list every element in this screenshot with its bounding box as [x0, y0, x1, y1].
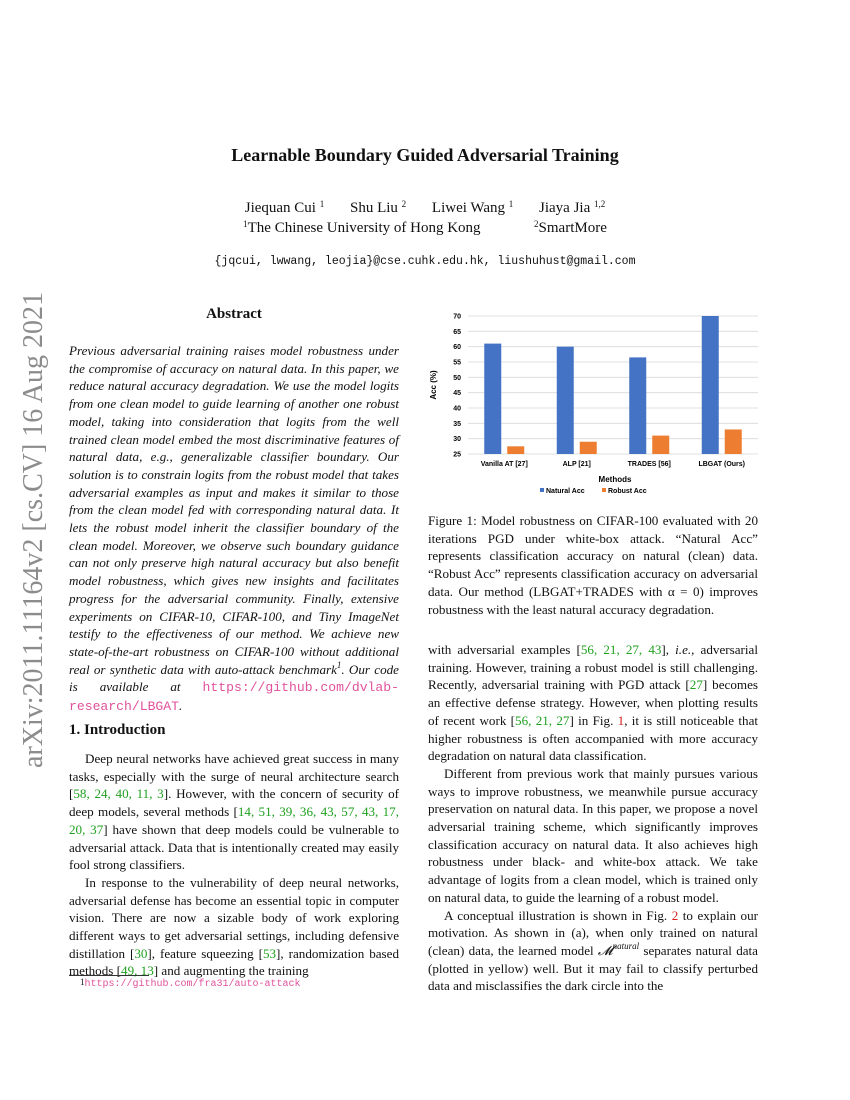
footnote-marker[interactable]: 1 [336, 659, 342, 670]
y-tick-label: 70 [453, 313, 461, 321]
legend-swatch [540, 488, 544, 492]
bar-natural-acc [557, 347, 574, 454]
author: Jiaya Jia $^{1,2}$ [539, 199, 606, 216]
paragraph: A conceptual illustration is shown in Fig. 2 to explain our motivation. As shown in (a), when only trained on natural (clean) data, the learned model 𝓜$^{natural}$ separates natural data (plotted in yellow) well. But it may fail to classify perturbed data and misclassifies the dark circle into the [428, 907, 758, 994]
affiliation: $^1$The Chinese University of Hong Kong [243, 219, 481, 236]
bar-natural-acc [702, 316, 719, 454]
y-tick-label: 60 [453, 344, 461, 352]
affiliations [0, 220, 850, 237]
x-tick-label: TRADES [56] [627, 461, 671, 468]
y-tick-label: 50 [453, 374, 461, 382]
footnote-rule [69, 975, 149, 976]
x-tick-label: Vanilla AT [27] [480, 461, 528, 468]
bar-robust-acc [652, 436, 669, 454]
legend-label: Natural Acc [546, 488, 585, 495]
y-tick-label: 55 [453, 359, 461, 367]
author: Shu Liu $^2$ [349, 199, 407, 216]
citation-link[interactable]: 30 [134, 945, 148, 961]
x-axis-label: Methods [598, 475, 632, 484]
bar-robust-acc [507, 446, 524, 454]
robustness-bar-chart [428, 308, 758, 504]
y-tick-label: 25 [453, 451, 461, 459]
author: Jiequan Cui $^1$ [244, 199, 325, 216]
citation-link[interactable]: 56, 21, 27 [515, 712, 570, 728]
figure-ref-link[interactable]: 2 [671, 907, 679, 923]
citation-link[interactable]: 27 [689, 677, 703, 693]
code-link[interactable]: https://github.com/dvlab-research/LBGAT [69, 680, 399, 715]
author-emails: {jqcui, lwwang, leojia}@cse.cuhk.edu.hk, liushuhust@gmail.com [214, 255, 636, 268]
x-tick-label: ALP [21] [562, 461, 591, 468]
y-tick-label: 45 [453, 390, 461, 398]
citation-link[interactable]: 58, 24, 40, 11, 3 [73, 786, 164, 802]
legend-swatch [602, 488, 606, 492]
abstract-body: Previous adversarial training raises model robustness under the compromise of accuracy on natural data. In this paper, we reduce natural accuracy degradation. We use the model logits from one clean model to guide learning of another one robust model, taking into consideration that logits from the well trained clean model embed the most discriminative features of natural data, e.g., generalizable classifier boundary. Our solution is to constrain logits from the robust model that takes adversarial examples as input and makes it similar to those from the clean model fed with corresponding natural data. It lets the robust model inherit the classifier boundary of the clean model. Moreover, we observe such boundary guidance can not only preserve high natural accuracy but also benefit model robustness, which gives new insights and facilitates progress for the adversarial community. Finally, extensive experiments on CIFAR-10, CIFAR-100, and Tiny ImageNet testify to the effectiveness of our method. We achieve new state-of-the-art robustness on CIFAR-100 without additional real or synthetic data with auto-attack benchmark$^1$. Our code is available at https://github.com/dvlab-research/LBGAT. [69, 343, 399, 715]
author-list [0, 200, 850, 217]
bar-robust-acc [725, 429, 742, 454]
bar-natural-acc [629, 357, 646, 454]
introduction-heading: 1. Introduction [69, 722, 166, 738]
footnote: $^1$https://github.com/fra31/auto-attack [80, 977, 301, 990]
paper-title: Learnable Boundary Guided Adversarial Training [231, 145, 619, 165]
paragraph: Different from previous work that mainly pursues various ways to improve robustness, we meanwhile pursue accuracy preservation on natural data. In this paper, we propose a novel adversarial training scheme, which significantly improves classification accuracy on natural data. It also achieves high robustness under black- and white-box attack. We take advantage of logits from a clean model, which is trained only on natural data, to guide the learning of a robust model. [428, 765, 758, 905]
author: Liwei Wang $^1$ [431, 199, 514, 216]
citation-link[interactable]: 56, 21, 27, 43 [580, 642, 662, 657]
x-tick-label: LBGAT (Ours) [698, 461, 746, 468]
y-tick-label: 35 [453, 420, 461, 428]
y-tick-label: 40 [453, 405, 461, 413]
citation-link[interactable]: 53 [262, 945, 277, 961]
bar-robust-acc [580, 442, 597, 454]
affiliation: $^2$SmartMore [534, 219, 607, 236]
abstract-heading: Abstract [206, 306, 262, 322]
figure-ref-link[interactable]: 1 [617, 712, 625, 728]
introduction-body [69, 750, 399, 980]
citation-link[interactable]: 14, 51, 39, 36, 43, 57, 43, 17, 20, 37 [69, 804, 399, 837]
paragraph: In response to the vulnerability of deep neural networks, adversarial defense has become an essential topic in computer vision. There are now a sizable body of work exploring different ways to get adversarial settings, including defensive distillation [30], feature squeezing [53], randomization based methods [49, 13] and augmenting the training [69, 874, 400, 979]
paragraph: with adversarial examples [56, 21, 27, 43], i.e., adversarial training. However, training a robust model is still challenging. Recently, adversarial training with PGD attack [27] becomes an effective defense strategy. However, when plotting results of recent work [56, 21, 27] in Fig. 1, it is still noticeable that higher robustness is often accompanied with more accuracy degradation on natural data classification. [428, 642, 759, 764]
y-tick-label: 65 [453, 328, 461, 336]
bar-natural-acc [484, 344, 501, 454]
legend-label: Robust Acc [608, 488, 647, 495]
figure-caption: Figure 1: Model robustness on CIFAR-100 evaluated with 20 iterations PGD under white-box attack. “Natural Acc” represents classification accuracy on natural (clean) data. “Robust Acc” represents classification accuracy on adversarial data. Our method (LBGAT+TRADES with α = 0) improves robustness with the least natural accuracy degradation. [428, 513, 758, 617]
citation-link[interactable]: 49, 13 [121, 963, 154, 979]
right-column-body [428, 641, 758, 995]
y-axis-label: Acc (%) [429, 370, 438, 400]
y-tick-label: 30 [453, 436, 461, 444]
paragraph: Deep neural networks have achieved great success in many tasks, especially with the surge of neural architecture search [58, 24, 40, 11, 3]. However, with the concern of security of deep models, several methods [14, 51, 39, 36, 43, 57, 43, 17, 20, 37] have shown that deep models could be vulnerable to adversarial attack. Data that is intentionally created may easily fool strong classifiers. [69, 751, 400, 873]
arxiv-stamp: arXiv:2011.11164v2 [cs.CV] 16 Aug 2021 [18, 292, 49, 768]
footnote-link[interactable]: https://github.com/fra31/auto-attack [84, 979, 301, 990]
